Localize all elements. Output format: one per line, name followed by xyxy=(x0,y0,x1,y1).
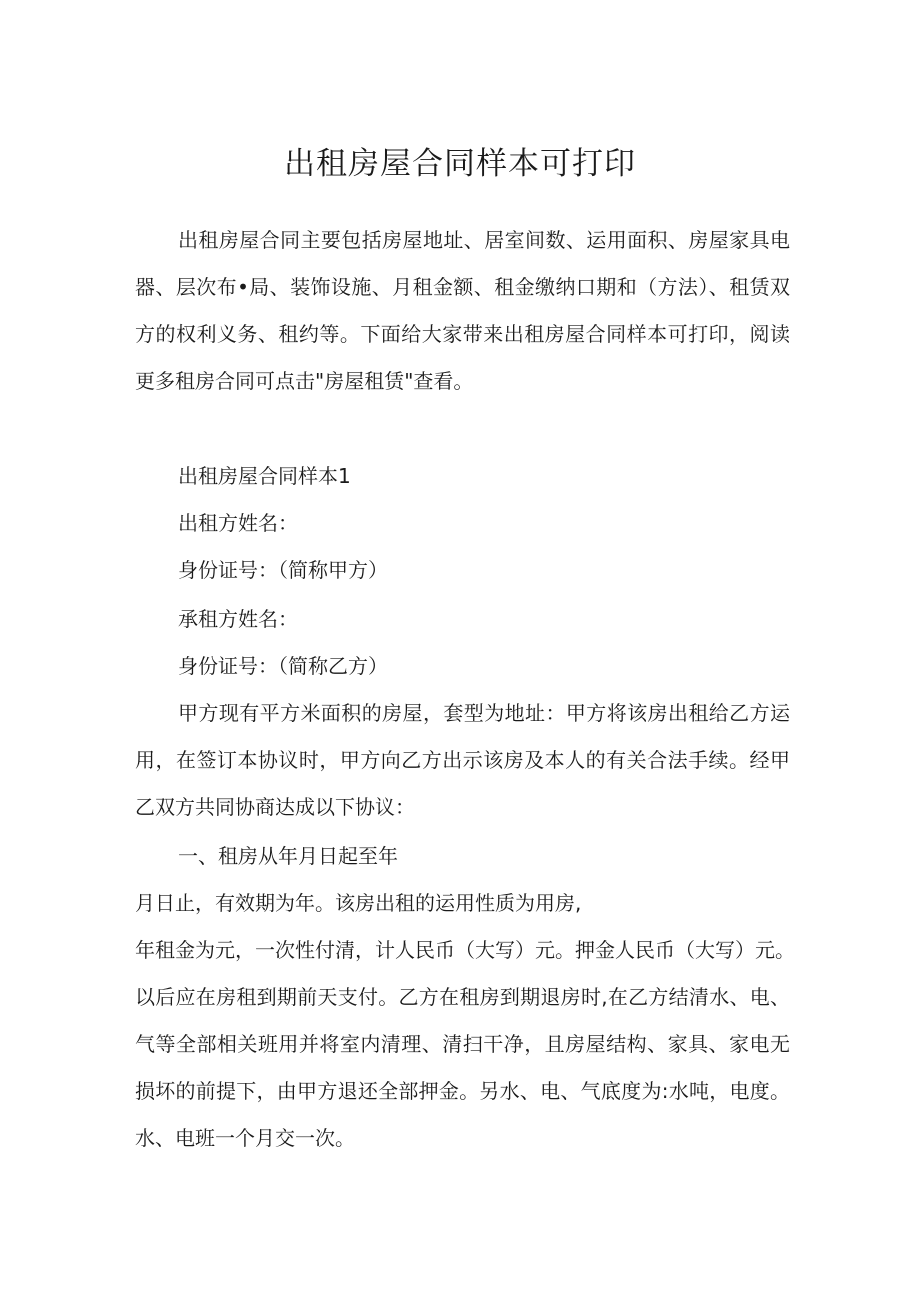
sample-heading: 出租房屋合同样本1 xyxy=(178,464,351,488)
document-title: 出租房屋合同样本可打印 xyxy=(284,146,636,182)
clause-1-line-1: 一、租房从年月日起至年 xyxy=(178,844,398,868)
clause-1-line-2: 月日止，有效期为年。该房出租的运用性质为用房, xyxy=(135,891,582,915)
intro-paragraph: 出租房屋合同主要包括房屋地址、居室间数、运用面积、房屋家具电器、层次布•局、装饰设施、月租金额、租金缴纳口期和（方法）、租赁双方的权利义务、租约等。下面给大家带来出租房屋合同样本可打印，阅读更多租房合同可点击"房屋租赁"查看。 xyxy=(135,228,790,393)
lessor-id-field: 身份证号：（简称甲方） xyxy=(178,558,388,582)
clause-1-line-3: 年租金为元，一次性付清，计人民币（大写）元。押金人民币（大写）元。 xyxy=(135,938,795,962)
lessor-name-field: 出租方姓名： xyxy=(178,511,298,535)
lessee-id-field: 身份证号：（简称乙方） xyxy=(178,654,388,678)
lessee-name-field: 承租方姓名： xyxy=(178,607,298,631)
agreement-intro-paragraph: 甲方现有平方米面积的房屋，套型为地址：甲方将该房出租给乙方运用，在签订本协议时，甲方向乙方出示该房及本人的有关合法手续。经甲乙双方共同协商达成以下协议： xyxy=(135,701,790,819)
clause-1-continuation: 以后应在房租到期前天支付。乙方在租房到期退房时,在乙方结清水、电、气等全部相关班用并将室内清理、清扫干净，且房屋结构、家具、家电无损坏的前提下，由甲方退还全部押金。另水、电、气底度为:水吨，电度。水、电班一个月交一次。 xyxy=(135,985,790,1150)
